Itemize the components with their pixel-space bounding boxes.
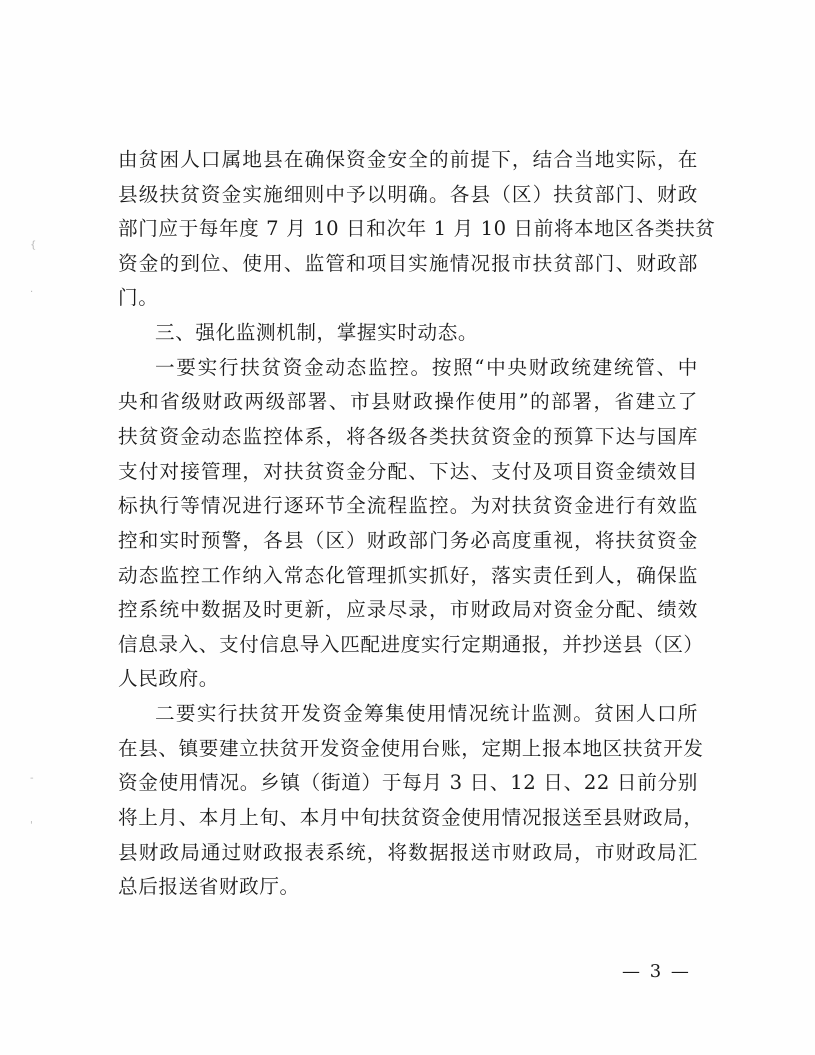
text-line: 控和实时预警，各县（区）财政部门务必高度重视，将扶贫资金 [118, 529, 698, 552]
text-line: 门。 [118, 286, 159, 309]
section-heading: 三、强化监测机制，掌握实时动态。 [155, 321, 479, 344]
text-line: 资金的到位、使用、监管和项目实施情况报市扶贫部门、财政部 [118, 252, 698, 275]
text-line: 控系统中数据及时更新，应录尽录，市财政局对资金分配、绩效 [118, 598, 698, 621]
text-line: 部门应于每年度 7 月 10 日和次年 1 月 10 日前将本地区各类扶贫 [118, 217, 716, 240]
paragraph-first-line: 一要实行扶贫资金动态监控。按照“中央财政统建统管、中 [155, 356, 698, 379]
text-line: 在县、镇要建立扶贫开发资金使用台账，定期上报本地区扶贫开发 [118, 737, 704, 760]
text-line: 标执行等情况进行逐环节全流程监控。为对扶贫资金进行有效监 [118, 494, 698, 517]
text-line: 人民政府。 [118, 667, 219, 690]
text-line: 县财政局通过财政报表系统，将数据报送市财政局，市财政局汇 [118, 841, 698, 864]
text-line: 将上月、本月上旬、本月中旬扶贫资金使用情况报送至县财政局， [118, 806, 704, 829]
text-line: 扶贫资金动态监控体系，将各级各类扶贫资金的预算下达与国库 [118, 425, 698, 448]
text-line: 央和省级财政两级部署、市县财政操作使用”的部署，省建立了 [118, 390, 698, 413]
scan-mark: · [30, 287, 34, 298]
text-line: 资金使用情况。乡镇（街道）于每月 3 日、12 日、22 日前分别 [118, 771, 698, 794]
scan-mark: { [30, 240, 37, 251]
text-line: 信息录入、支付信息导入匹配进度实行定期通报，并抄送县（区） [118, 633, 704, 656]
text-line: 县级扶贫资金实施细则中予以明确。各县（区）扶贫部门、财政 [118, 183, 698, 206]
scan-mark: ' [30, 820, 33, 831]
paragraph-first-line: 二要实行扶贫开发资金筹集使用情况统计监测。贫困人口所 [155, 702, 698, 725]
text-line: 支付对接管理，对扶贫资金分配、下达、支付及项目资金绩效目 [118, 460, 698, 483]
text-line: 总后报送省财政厅。 [118, 875, 300, 898]
text-line: 由贫困人口属地县在确保资金安全的前提下，结合当地实际，在 [118, 148, 698, 171]
text-line: 动态监控工作纳入常态化管理抓实抓好，落实责任到人，确保监 [118, 564, 698, 587]
scan-mark: - [30, 773, 34, 784]
page-number: — 3 — [622, 961, 691, 982]
